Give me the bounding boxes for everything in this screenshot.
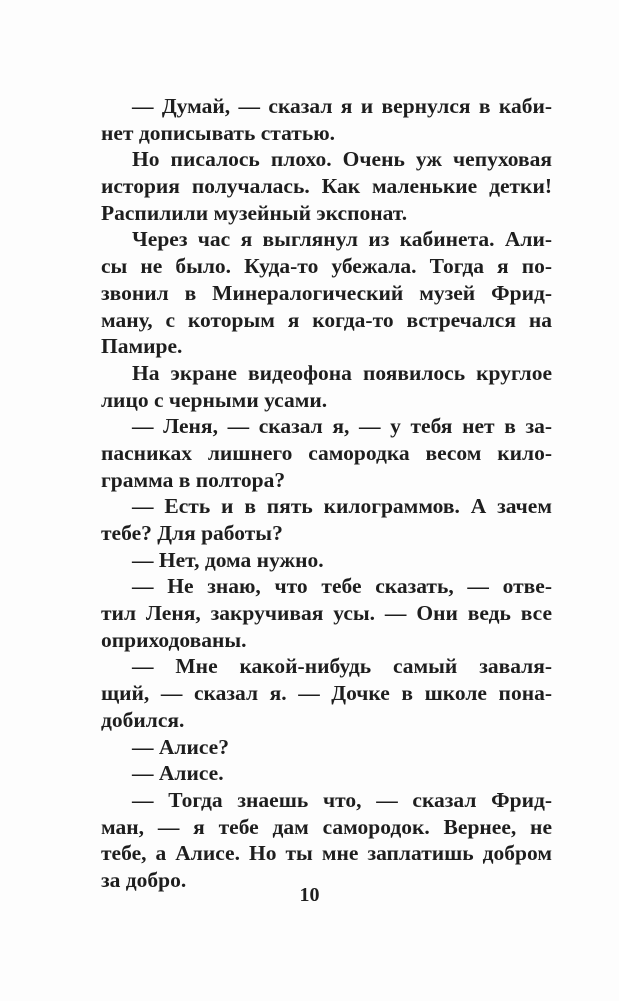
text-line: сы не было. Куда-то убежала. Тогда я по- <box>101 254 552 279</box>
text-line: — Думай, — сказал я и вернулся в каби- <box>132 94 552 118</box>
text-line: пасниках лишнего самородка весом кило- <box>101 440 552 465</box>
text-line: грамма в полтора? <box>101 467 286 492</box>
text-line: оприходованы. <box>101 627 247 652</box>
text-line: Через час я выглянул из кабинета. Али- <box>132 227 552 252</box>
text-line: за добро. <box>101 867 187 892</box>
text-line: тебе? Для работы? <box>101 521 283 545</box>
text-line: тебе, а Алисе. Но ты мне заплатишь добром <box>101 841 552 866</box>
text-line: добился. <box>101 707 185 732</box>
text-line: — Леня, — сказал я, — у тебя нет в за- <box>132 414 552 439</box>
text-line: — Не знаю, что тебе сказать, — отве- <box>132 574 552 599</box>
text-line: — Нет, дома нужно. <box>132 547 324 572</box>
text-line: ман, — я тебе дам самородок. Вернее, не <box>101 814 552 839</box>
text-line: — Мне какой-нибудь самый заваля- <box>132 654 552 679</box>
text-line: — Алисе. <box>132 761 224 786</box>
text-line: нет дописывать статью. <box>101 120 336 145</box>
text-line: лицо с черными усами. <box>101 387 328 412</box>
text-line: ману, с которым я когда-то встречался на <box>101 307 552 332</box>
page-number: 10 <box>299 884 320 906</box>
text-line: Памире. <box>101 334 183 359</box>
text-line: — Есть и в пять килограммов. А зачем <box>132 494 552 519</box>
text-line: звонил в Минералогический музей Фрид- <box>101 280 552 305</box>
text-line: щий, — сказал я. — Дочке в школе пона- <box>101 681 552 706</box>
text-line: На экране видеофона появилось круглое <box>132 360 552 385</box>
text-line: — Алисе? <box>132 734 229 759</box>
text-line: история получалась. Как маленькие детки! <box>101 174 552 199</box>
text-line: — Тогда знаешь что, — сказал Фрид- <box>132 787 552 812</box>
text-line: Но писалось плохо. Очень уж чепуховая <box>132 147 552 172</box>
text-line: Распилили музейный экспонат. <box>101 200 408 225</box>
book-page-text <box>101 93 552 894</box>
text-line: тил Леня, закручивая усы. — Они ведь все <box>101 601 552 626</box>
